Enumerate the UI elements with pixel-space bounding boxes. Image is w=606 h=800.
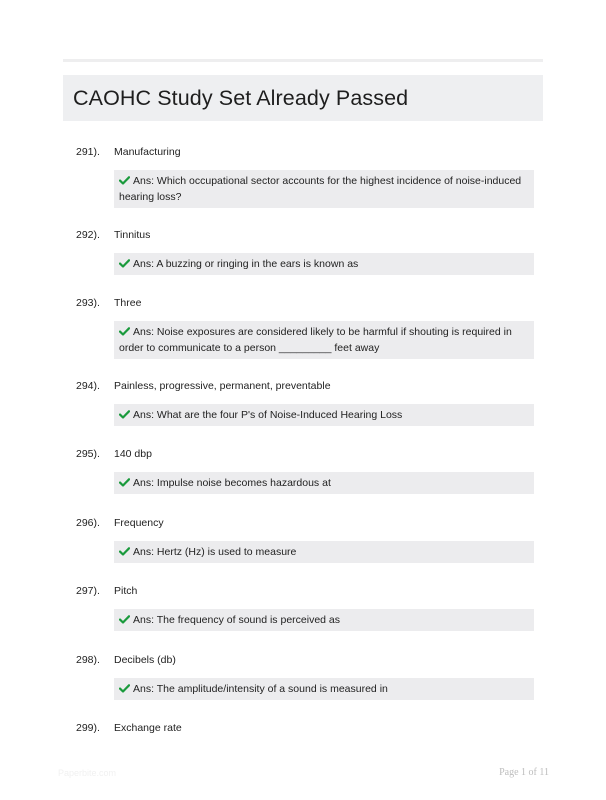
check-icon (119, 615, 130, 624)
item-number: 296). (76, 517, 100, 529)
item-term: Pitch (114, 585, 138, 597)
answer-box (114, 253, 534, 275)
answer-text: Ans: Noise exposures are considered likely to be harmful if shouting is required in order to communicate to a person _________ feet away (119, 326, 512, 354)
item-number: 291). (76, 146, 100, 158)
check-icon (119, 327, 130, 336)
answer-box (114, 404, 534, 426)
item-number: 293). (76, 297, 100, 309)
answer-box (114, 541, 534, 563)
item-number: 295). (76, 448, 100, 460)
item-term: Frequency (114, 517, 164, 529)
item-term: Exchange rate (114, 722, 182, 734)
check-icon (119, 410, 130, 419)
page-title: CAOHC Study Set Already Passed (73, 85, 409, 110)
item-number: 297). (76, 585, 100, 597)
answer-box (114, 170, 534, 208)
answer-text: Ans: The amplitude/intensity of a sound is measured in (133, 683, 388, 695)
page-number: Page 1 of 11 (499, 767, 549, 778)
answer-text: Ans: What are the four P's of Noise-Induced Hearing Loss (133, 409, 403, 421)
item-number: 298). (76, 654, 100, 666)
item-number: 292). (76, 229, 100, 241)
item-term: Painless, progressive, permanent, preventable (114, 380, 331, 392)
item-number: 294). (76, 380, 100, 392)
item-term: Decibels (db) (114, 654, 176, 666)
check-icon (119, 478, 130, 487)
answer-box (114, 321, 534, 359)
answer-box (114, 472, 534, 494)
check-icon (119, 259, 130, 268)
answer-text: Ans: The frequency of sound is perceived as (133, 614, 341, 626)
item-term: Three (114, 297, 142, 309)
answer-text: Ans: A buzzing or ringing in the ears is known as (133, 258, 359, 270)
footer-watermark: Paperbite.com (58, 768, 117, 778)
check-icon (119, 176, 130, 185)
item-term: Tinnitus (114, 229, 151, 241)
item-number: 299). (76, 722, 100, 734)
answer-text: Ans: Which occupational sector accounts for the highest incidence of noise-induced hearing loss? (119, 175, 522, 203)
answer-box (114, 678, 534, 700)
item-term: Manufacturing (114, 146, 181, 158)
answer-text: Ans: Impulse noise becomes hazardous at (133, 477, 331, 489)
check-icon (119, 547, 130, 556)
item-term: 140 dbp (114, 448, 152, 460)
answer-text: Ans: Hertz (Hz) is used to measure (133, 546, 297, 558)
answer-box (114, 609, 534, 631)
check-icon (119, 684, 130, 693)
